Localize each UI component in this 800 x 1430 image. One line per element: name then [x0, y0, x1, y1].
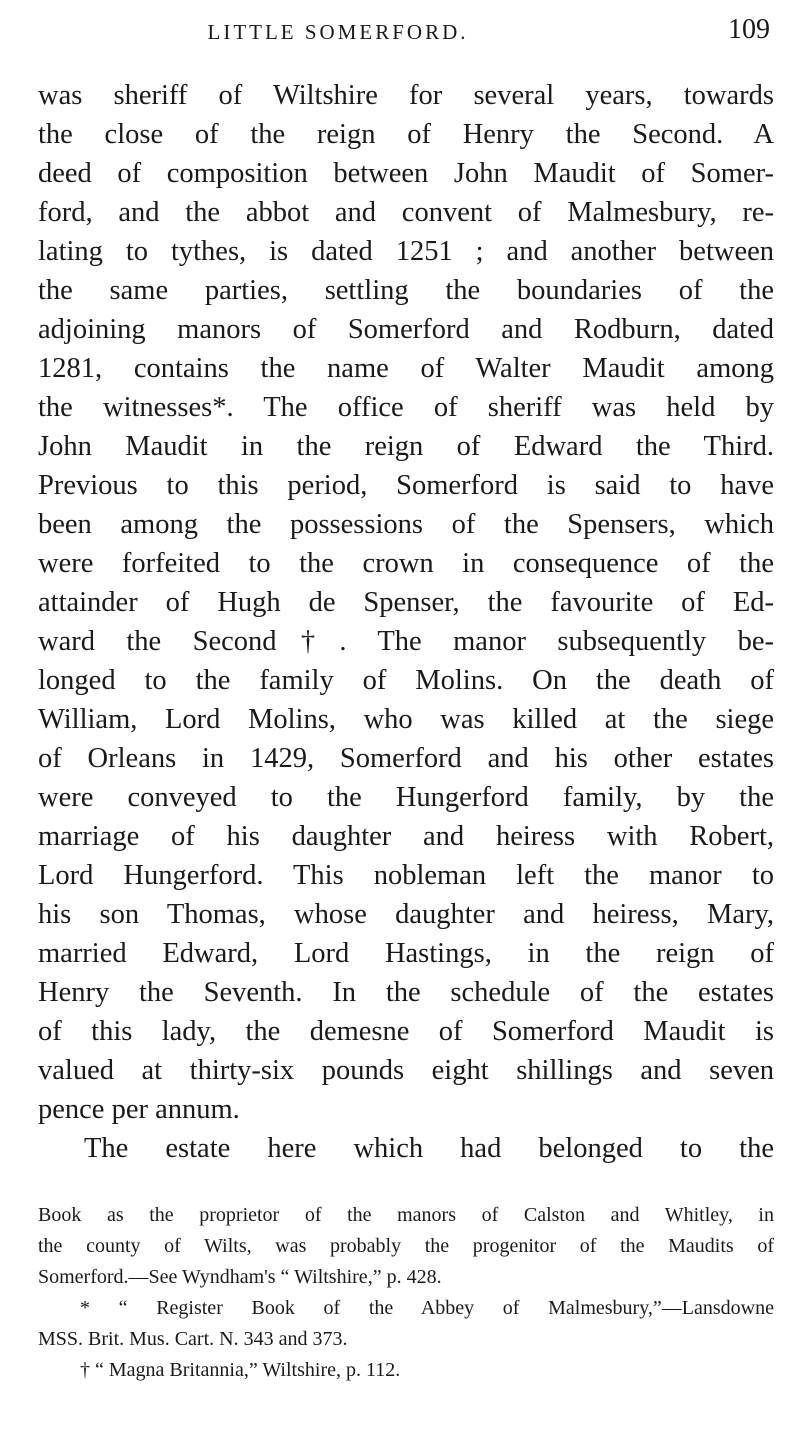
- body-line: deed of composition between John Maudit of Somer-: [38, 158, 774, 189]
- footnote-line: * “ Register Book of the Abbey of Malmesbury,”—Lansdowne: [80, 1297, 774, 1319]
- body-line: Henry the Seventh. In the schedule of the estates: [38, 977, 774, 1008]
- body-line: John Maudit in the reign of Edward the Third.: [38, 431, 774, 462]
- body-line: valued at thirty-six pounds eight shillings and seven: [38, 1055, 774, 1086]
- footnote-line: Book as the proprietor of the manors of Calston and Whitley, in: [38, 1204, 774, 1226]
- body-line: of this lady, the demesne of Somerford Maudit is: [38, 1016, 774, 1047]
- body-line: longed to the family of Molins. On the death of: [38, 665, 774, 696]
- body-line: adjoining manors of Somerford and Rodburn, dated: [38, 314, 774, 345]
- footnote-line: the county of Wilts, was probably the progenitor of the Maudits of: [38, 1235, 774, 1257]
- body-line: the close of the reign of Henry the Second. A: [38, 119, 774, 150]
- body-line: were conveyed to the Hungerford family, by the: [38, 782, 774, 813]
- body-line: ward the Second†. The manor subsequently be-: [38, 626, 774, 657]
- body-text: [38, 76, 774, 1168]
- body-line: William, Lord Molins, who was killed at the siege: [38, 704, 774, 735]
- body-line: been among the possessions of the Spensers, which: [38, 509, 774, 540]
- running-header: [38, 14, 770, 54]
- footnote-line: Somerford.—See Wyndham's “ Wiltshire,” p. 428.: [38, 1266, 442, 1288]
- page-number: 109: [728, 14, 770, 45]
- footnotes: [38, 1200, 774, 1386]
- body-line: of Orleans in 1429, Somerford and his other estates: [38, 743, 774, 774]
- body-line: were forfeited to the crown in consequence of the: [38, 548, 774, 579]
- body-line: marriage of his daughter and heiress with Robert,: [38, 821, 774, 852]
- body-line: was sheriff of Wiltshire for several years, towards: [38, 80, 774, 111]
- body-line: lating to tythes, is dated 1251 ; and another between: [38, 236, 774, 267]
- body-line: the same parties, settling the boundaries of the: [38, 275, 774, 306]
- body-line: Previous to this period, Somerford is said to have: [38, 470, 774, 501]
- body-line: Lord Hungerford. This nobleman left the manor to: [38, 860, 774, 891]
- running-title: LITTLE SOMERFORD.: [207, 20, 469, 44]
- footnote-line: MSS. Brit. Mus. Cart. N. 343 and 373.: [38, 1328, 348, 1350]
- body-line: pence per annum.: [38, 1094, 240, 1125]
- footnote-line: † “ Magna Britannia,” Wiltshire, p. 112.: [80, 1359, 401, 1381]
- body-line: the witnesses*. The office of sheriff was held by: [38, 392, 774, 423]
- body-line: attainder of Hugh de Spenser, the favourite of Ed-: [38, 587, 774, 618]
- body-line: his son Thomas, whose daughter and heiress, Mary,: [38, 899, 774, 930]
- body-line: ford, and the abbot and convent of Malmesbury, re-: [38, 197, 774, 228]
- body-line: The estate here which had belonged to the: [84, 1133, 774, 1164]
- body-line: 1281, contains the name of Walter Maudit among: [38, 353, 774, 384]
- body-line: married Edward, Lord Hastings, in the reign of: [38, 938, 774, 969]
